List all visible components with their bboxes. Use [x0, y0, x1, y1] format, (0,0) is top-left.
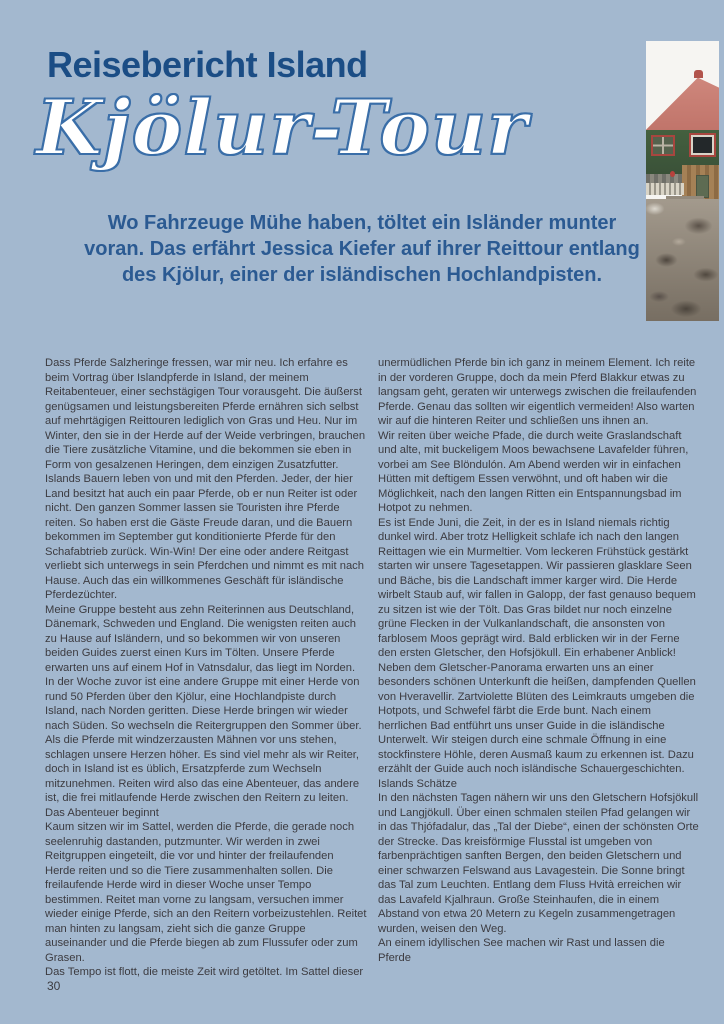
body-paragraph: Meine Gruppe besteht aus zehn Reiterinnen aus Deutschland, Dänemark, Schweden und England. Die wenigsten reiten auch zu Hause auf Isländern, und so bekommen wir von unseren beiden Guides zuerst einen Kurs im Tölten. Unsere Pferde erwarten uns auf einem Hof in Vatnsdalur, das liegt im Norden. In der Woche zuvor ist eine andere Gruppe mit einer Herde von rund 50 Pferden über den Kjölur, eine Hochlandpiste durch Island, nach Norden geritten. Diese Herde bringen wir wieder nach Süden. So wechseln die Reitergruppen den Sommer über. — [45, 603, 362, 732]
body-paragraph: Es ist Ende Juni, die Zeit, in der es in Island niemals richtig dunkel wird. Aber trotz Helligkeit schlafe ich nach den langen Reittagen wie ein Murmeltier. Vom leckeren Frühstück gestärkt starten wir unsere Tagesetappen. Wir passieren glasklare Seen und Bäche, bis die Landschaft immer karger wird. Die Herde wirbelt Staub auf, wir fallen in Galopp, der fast genauso bequem zu sitzen ist wie der Tölt. Das Gras bildet nur noch einzelne grüne Flecken in der Vulkanlandschaft, die ansonsten von farblosem Moos geprägt wird. Bald erblicken wir in der Ferne den ersten Gletscher, den Hofsjökull. Ein erhabener Anblick! — [378, 516, 696, 659]
photo-window-right — [689, 133, 716, 157]
standfirst-line: Wo Fahrzeuge Mühe haben, töltet ein Isländer munter — [107, 212, 617, 234]
photo-window-left — [651, 135, 675, 156]
photo-red-gear — [670, 171, 675, 177]
page-title: Kjölur-Tour — [36, 83, 529, 172]
body-paragraph: Dass Pferde Salzheringe fressen, war mir neu. Ich erfahre es beim Vortrag über Islandpferde in Island, der meinem Reitabenteuer, einer sechstägigen Tour vorausgeht. Die äußerst genügsamen und leistungsbereiten Pferde ernähren sich selbst auf mehrtägigen Reittouren lediglich von Gras und Heu. Nur im Winter, den sie in der Herde auf der Weide verbringen, brauchen die Tiere zusätzliche Vitamine, und die bekommen sie eben in Form von gesalzenen Heringen, dem einzigen Zusatzfutter. — [45, 357, 366, 471]
photo-chimney-vent — [694, 70, 703, 78]
body-paragraph: Das Tempo ist flott, die meiste Zeit wird getöltet. Im Sattel dieser — [45, 966, 364, 978]
standfirst-line: voran. Das erfährt Jessica Kiefer auf ihrer Reittour entlang — [84, 238, 640, 260]
body-paragraph: An einem idyllischen See machen wir Rast und lassen die Pferde — [378, 937, 665, 964]
body-paragraph: Wir reiten über weiche Pfade, die durch weite Graslandschaft und alte, mit buckeligem Moos bewachsene Lavafelder führen, vorbei am See Blöndulón. Am Abend werden wir in einfachen Hütten mit deftigem Essen verwöhnt, und oft haben wir die Möglichkeit, nach den langen Ritten ein Entspannungsbad im Hotpot zu nehmen. — [378, 429, 689, 514]
kicker-heading: Reisebericht Island — [47, 44, 368, 85]
body-paragraph: unermüdlichen Pferde bin ich ganz in meinem Element. Ich reite in der vorderen Gruppe, doch da mein Pferd Blakkur etwas zu langsam geht, geraten wir unterwegs zwischen die freilaufenden Pferde. Genau das sollten wir eigentlich vermeiden! Also warten wir auf die hinteren Reiter und schließen uns ihnen an. — [378, 357, 697, 427]
photo-iceland-hut — [646, 41, 719, 321]
photo-roof — [646, 69, 719, 131]
photo-mud-foreground — [646, 199, 719, 321]
body-paragraph: Islands Bauern leben von und mit den Pferden. Jeder, der hier Land besitzt hat auch ein paar Pferde, ob er nun Reiter ist oder nicht. Den ganzen Sommer lassen sie Touristen ihre Pferde reiten. So haben erst die Gäste Freude daran, und die Bauern bekommen im September gut konditionierte Pferde für den Schafabtrieb zurück. Win-Win! Der eine oder andere Reitgast verliebt sich unterwegs in sein Pferdchen und nimmt es mit nach Hause. Auch das ein willkommenes Geschäft für isländische Pferdezüchter. — [45, 473, 364, 601]
section-heading-schaetze: Islands Schätze — [378, 777, 457, 790]
page-number: 30 — [47, 979, 61, 993]
standfirst — [62, 210, 662, 288]
article-column-left — [45, 356, 367, 980]
standfirst-line: des Kjölur, einer der isländischen Hochlandpisten. — [121, 264, 603, 286]
article-body — [45, 356, 701, 980]
section-heading-abenteuer: Das Abenteuer beginnt — [45, 806, 159, 819]
body-paragraph: Neben dem Gletscher-Panorama erwarten uns an einer besonders schönen Unterkunft die heißen, dampfenden Quellen von Hveravellir. Zartviolette Blüten des Leimkrauts umgeben die Hotpots, und Schwefel färbt die Erde bunt. Nach einem herrlichen Bad entführt uns unser Guide in die isländische Unterwelt. Wir steigen durch eine schmale Öffnung in eine stockfinstere Höhle, deren Ausmaß kaum zu erkennen ist. Dazu erzählt der Guide auch noch isländische Schauergeschichten. — [378, 661, 696, 775]
body-paragraph: In den nächsten Tagen nähern wir uns den Gletschern Hofsjökull und Langjökull. Über einen schmalen steilen Pfad gelangen wir in das Thjófadalur, das „Tal der Diebe“, einen der schönsten Orte der Strecke. Das kreisförmige Flusstal ist umgeben von farbenprächtigen sanften Bergen, den beiden Gletschern und einer schwarzen Felswand aus Lavagestein. Die Sonne bringt das Tal zum Leuchten. Entlang dem Fluss Hvità erreichen wir das Lavafeld Kjalhraun. Große Steinhaufen, die in einem Abstand von etwa 20 Metern zu Kegeln zusammengetragen wurden, weisen den Weg. — [378, 792, 699, 935]
photo-fence — [646, 183, 684, 195]
body-paragraph: Kaum sitzen wir im Sattel, werden die Pferde, die gerade noch seelenruhig dastanden, putzmunter. Wir werden in zwei Reitgruppen eingeteilt, die vor und hinter der freilaufenden Herde reiten und so die Tiere zusammenhalten sollen. Die freilaufende Herde wird in dieser Woche unser Tempo bestimmen. Reitet man vorne zu langsam, versuchen immer wieder einige Pferde, sich an den Reitern vorbeizustehlen. Reitet man hinten zu langsam, zieht sich die ganze Gruppe auseinander und die Pferde biegen ab zum Flussufer oder zum Grasen. — [45, 821, 367, 964]
body-paragraph: Als die Pferde mit windzerzausten Mähnen vor uns stehen, schlagen unsere Herzen höher. Es sind viel mehr als wir Reiter, doch in Island ist es üblich, Ersatzpferde zum Wechseln mitzunehmen. Reiten wird also das eine Abenteuer, das andere ist, die frei mitlaufende Herde zwischen den Reitern zu leiten. — [45, 734, 360, 804]
article-column-right — [378, 356, 700, 980]
photo-door — [696, 175, 709, 198]
